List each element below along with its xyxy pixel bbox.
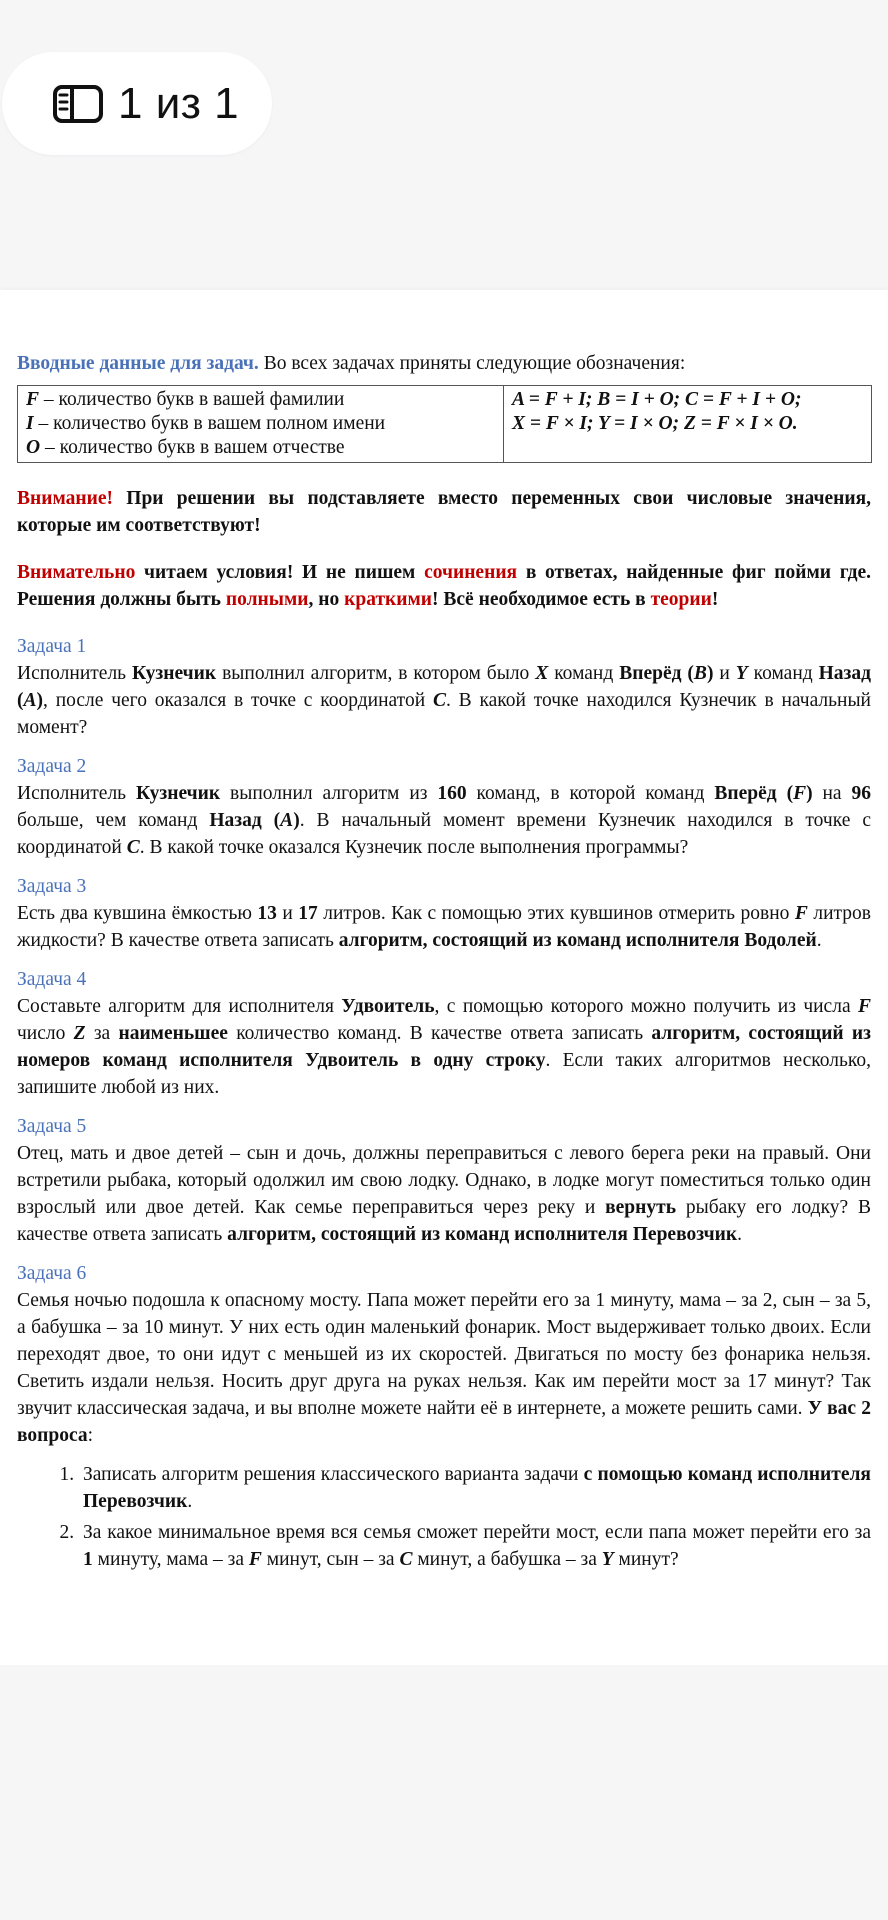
list-item: 2. За какое минимальное время вся семья сможет перейти мост, если папа может перейти его за 1 минуту, мама – за F минут, сын – за C минут, а бабушка – за Y минут? bbox=[79, 1519, 871, 1573]
task-2-text: Исполнитель Кузнечик выполнил алгоритм из 160 команд, в которой команд Вперёд (F) на 96 больше, чем команд Назад (A). В начальный момент времени Кузнечик находился в точке с координатой C. В какой точке оказался Кузнечик после выполнения программы? bbox=[17, 783, 872, 858]
document-page bbox=[0, 290, 888, 1665]
task-2 bbox=[17, 753, 871, 861]
task-1-title: Задача 1 bbox=[17, 636, 87, 657]
page-counter-badge[interactable] bbox=[2, 52, 272, 155]
task-6-questions bbox=[17, 1461, 871, 1573]
intro-paragraph bbox=[17, 350, 871, 377]
task-5-text: Отец, мать и двое детей – сын и дочь, должны переправиться с левого берега реки на правый. Они встретили рыбака, который одолжил им свою лодку. Однако, в лодке могут поместиться только один взрослый или двое детей. Как семье переправиться через реку и вернуть рыбаку его лодку? В качестве ответа записать алгоритм, состоящий из команд исполнителя Перевозчик. bbox=[17, 1143, 871, 1245]
task-1 bbox=[17, 633, 871, 741]
task-4 bbox=[17, 966, 871, 1101]
task-3 bbox=[17, 873, 871, 954]
formula-line-1: A = F + I; B = I + O; C = F + I + O; bbox=[512, 389, 802, 410]
viewer-bottom-area bbox=[0, 1665, 888, 1920]
intro-title: Вводные данные для задач. bbox=[17, 353, 259, 374]
task-5-title: Задача 5 bbox=[17, 1116, 87, 1137]
task-4-title: Задача 4 bbox=[17, 969, 87, 990]
notation-table bbox=[17, 385, 872, 463]
intro-text: Во всех задачах приняты следующие обозначения: bbox=[258, 353, 686, 374]
notation-var-f: F – количество букв в вашей фамилии bbox=[26, 389, 345, 410]
task-1-text: Исполнитель Кузнечик выполнил алгоритм, в котором было X команд Вперёд (B) и Y команд Назад (A), после чего оказался в точке с координатой C. В какой точке находился Кузнечик в начальный момент? bbox=[17, 663, 871, 738]
viewer-top-area bbox=[0, 0, 888, 290]
task-5 bbox=[17, 1113, 871, 1248]
warning-read-carefully: Внимательно читаем условия! И не пишем сочинения в ответах, найденные фиг пойми где. Решения должны быть полными, но краткими! Всё необходимое есть в теории! bbox=[17, 562, 871, 610]
task-6 bbox=[17, 1260, 871, 1573]
notation-variables-cell bbox=[18, 386, 504, 463]
task-6-text: Семья ночью подошла к опасному мосту. Папа может перейти его за 1 минуту, мама – за 2, сын – за 5, а бабушка – за 10 минут. У них есть один маленький фонарик. Мост выдерживает только двоих. Если переходят двое, то они идут с меньшей из их скоростей. Двигаться по мосту без фонарика нельзя. Светить издали нельзя. Носить друг друга на руках нельзя. Как им перейти мост за 17 минут? Так звучит классическая задача, и вы вполне можете найти её в интернете, а можете решить сами. У вас 2 вопроса: bbox=[17, 1290, 871, 1446]
task-3-text: Есть два кувшина ёмкостью 13 и 17 литров. Как с помощью этих кувшинов отмерить ровно F литров жидкости? В качестве ответа записать алгоритм, состоящий из команд исполнителя Водолей. bbox=[17, 903, 871, 951]
notation-formulas-cell bbox=[504, 386, 872, 463]
page-counter: 1 из 1 bbox=[118, 78, 240, 128]
notation-var-o: O – количество букв в вашем отчестве bbox=[26, 437, 345, 458]
task-6-title: Задача 6 bbox=[17, 1263, 87, 1284]
notation-var-i: I – количество букв в вашем полном имени bbox=[26, 413, 386, 434]
formula-line-2: X = F × I; Y = I × O; Z = F × I × O. bbox=[512, 413, 798, 434]
sidebar-panel-icon bbox=[52, 84, 104, 124]
warning-substitute: Внимание! При решении вы подставляете вместо переменных свои числовые значения, которые им соответствуют! bbox=[17, 488, 871, 536]
task-3-title: Задача 3 bbox=[17, 876, 87, 897]
task-4-text: Составьте алгоритм для исполнителя Удвоитель, с помощью которого можно получить из числа F число Z за наименьшее количество команд. В качестве ответа записать алгоритм, состоящий из номеров команд исполнителя Удвоитель в одну строку. Если таких алгоритмов несколько, запишите любой из них. bbox=[17, 996, 871, 1098]
list-item: 1. Записать алгоритм решения классического варианта задачи с помощью команд исполнителя Перевозчик. bbox=[79, 1461, 871, 1515]
task-2-title: Задача 2 bbox=[17, 756, 87, 777]
